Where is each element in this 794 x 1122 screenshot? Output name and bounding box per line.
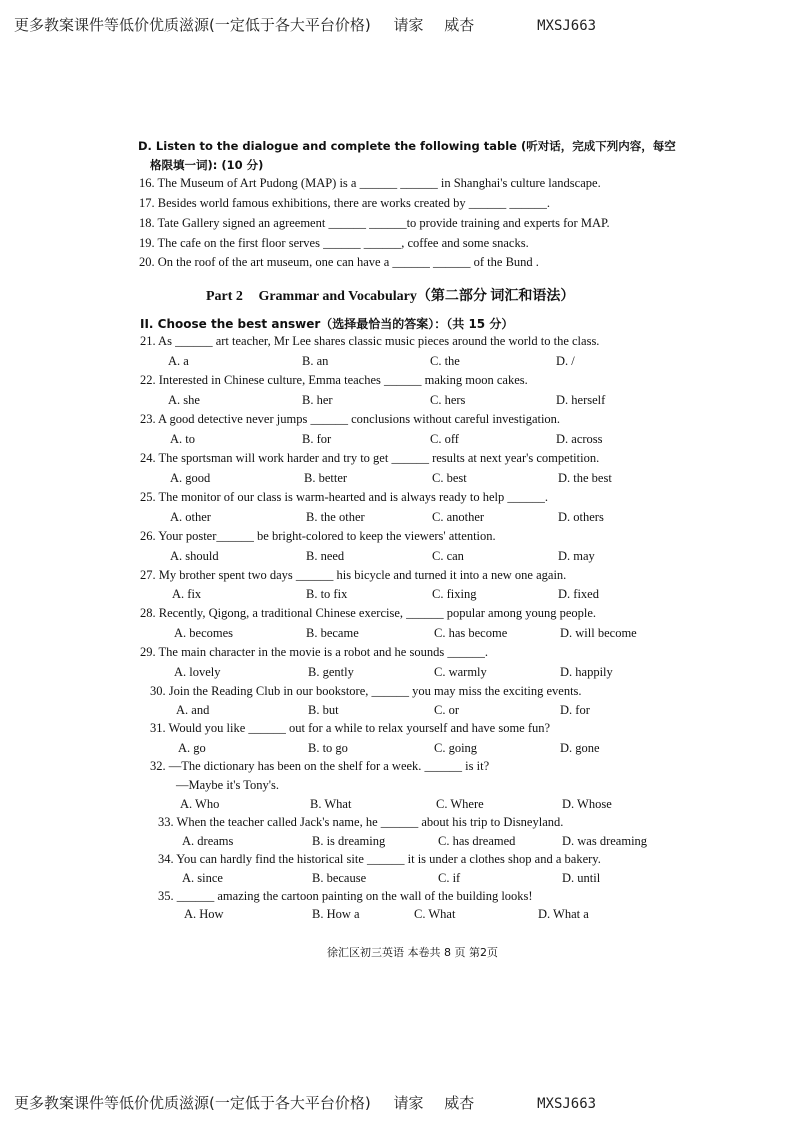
option: B. but	[308, 703, 339, 717]
option: C. warmly	[434, 665, 487, 679]
question-stem-32-reply: —Maybe it's Tony's.	[176, 778, 280, 792]
option: B. the other	[306, 510, 365, 524]
section-d-title-cont: 格限填一词): (10 分)	[150, 158, 264, 172]
question-stem-22: 22. Interested in Chinese culture, Emma teaches ______ making moon cakes.	[140, 373, 528, 387]
option: A. other	[170, 510, 211, 524]
option: B. to go	[308, 741, 348, 755]
promo-invite: 请家	[393, 16, 424, 34]
listening-item-19: 19. The cafe on the first floor serves ______ ______, coffee and some snacks.	[139, 236, 529, 250]
option: B. her	[302, 393, 333, 407]
promo-banner-top	[14, 14, 784, 35]
option: C. or	[434, 703, 459, 717]
option: D. may	[558, 549, 595, 563]
option: C. What	[414, 907, 456, 921]
option: B. to fix	[306, 587, 348, 601]
option: B. gently	[308, 665, 354, 679]
option: D. across	[556, 432, 603, 446]
option: D. happily	[560, 665, 613, 679]
option: A. to	[170, 432, 195, 446]
option: B. What	[310, 797, 352, 811]
question-stem-25: 25. The monitor of our class is warm-hearted and is always ready to help ______.	[140, 490, 549, 504]
option: B. need	[306, 549, 345, 563]
question-stem-30: 30. Join the Reading Club in our bookstore, ______ you may miss the exciting events.	[150, 684, 582, 698]
promo-text: 更多教案课件等低价优质滋源(一定低于各大平台价格)	[14, 1094, 371, 1112]
question-stem-24: 24. The sportsman will work harder and try to get ______ results at next year's competition.	[140, 451, 600, 465]
promo-invite: 请家	[393, 1094, 424, 1112]
option: A. good	[170, 471, 211, 485]
question-stem-21: 21. As ______ art teacher, Mr Lee shares classic music pieces around the world to the class.	[140, 334, 600, 348]
option: C. fixing	[432, 587, 477, 601]
option: C. can	[432, 549, 464, 563]
question-stem-23: 23. A good detective never jumps ______ conclusions without careful investigation.	[140, 412, 561, 426]
option: C. has become	[434, 626, 508, 640]
promo-code: MXSJ663	[537, 1096, 597, 1112]
option: D. fixed	[558, 587, 599, 601]
promo-code: MXSJ663	[537, 18, 597, 34]
listening-item-17: 17. Besides world famous exhibitions, there are works created by ______ ______.	[139, 196, 551, 210]
part-title: Grammar and Vocabulary（第二部分 词汇和语法）	[258, 289, 575, 304]
listening-item-16: 16. The Museum of Art Pudong (MAP) is a ______ ______ in Shanghai's culture landscape.	[139, 176, 601, 190]
option: D. will become	[560, 626, 637, 640]
question-stem-33: 33. When the teacher called Jack's name, he ______ about his trip to Disneyland.	[158, 815, 564, 829]
option: C. if	[438, 871, 461, 885]
option: A. dreams	[182, 834, 234, 848]
question-stem-26: 26. Your poster______ be bright-colored to keep the viewers' attention.	[140, 529, 496, 543]
section-d-title: D. Listen to the dialogue and complete the following table (听对话，完成下列内容，每空	[138, 139, 676, 153]
option: C. best	[432, 471, 467, 485]
option: D. for	[560, 703, 590, 717]
question-stem-29: 29. The main character in the movie is a robot and he sounds ______.	[140, 645, 488, 659]
question-stem-35: 35. ______ amazing the cartoon painting on the wall of the building looks!	[158, 889, 533, 903]
option: C. hers	[430, 393, 466, 407]
option: A. becomes	[174, 626, 234, 640]
option: D. herself	[556, 393, 606, 407]
option: D. was dreaming	[562, 834, 648, 848]
option: C. Where	[436, 797, 484, 811]
option: C. another	[432, 510, 485, 524]
option: C. going	[434, 741, 478, 755]
listening-item-18: 18. Tate Gallery signed an agreement ______ ______to provide training and experts for MAP.	[139, 216, 610, 230]
option: D. /	[556, 354, 575, 368]
option: B. better	[304, 471, 348, 485]
option: D. the best	[558, 471, 612, 485]
question-stem-28: 28. Recently, Qigong, a traditional Chinese exercise, ______ popular among young people.	[140, 606, 597, 620]
option: A. lovely	[174, 665, 221, 679]
option: B. became	[306, 626, 359, 640]
option: C. has dreamed	[438, 834, 516, 848]
promo-name: 威杏	[444, 1094, 475, 1112]
promo-banner-bottom	[14, 1092, 784, 1113]
promo-name: 威杏	[444, 16, 475, 34]
listening-item-20: 20. On the roof of the art museum, one can have a ______ ______ of the Bund .	[139, 255, 539, 269]
option: A. and	[176, 703, 210, 717]
option: B. because	[312, 871, 367, 885]
option: A. should	[170, 549, 219, 563]
section-ii-title: II. Choose the best answer（选择最恰当的答案）：（共 15 分）	[140, 317, 514, 331]
option: D. What a	[538, 907, 589, 921]
option: C. off	[430, 432, 459, 446]
option: C. the	[430, 354, 460, 368]
option: A. How	[184, 907, 224, 921]
option: B. is dreaming	[312, 834, 386, 848]
option: D. until	[562, 871, 601, 885]
option: B. How a	[312, 907, 360, 921]
question-stem-32: 32. —The dictionary has been on the shelf for a week. ______ is it?	[150, 759, 490, 773]
option: A. since	[182, 871, 223, 885]
promo-text: 更多教案课件等低价优质滋源(一定低于各大平台价格)	[14, 16, 371, 34]
option: A. she	[168, 393, 200, 407]
option: D. others	[558, 510, 604, 524]
question-stem-34: 34. You can hardly find the historical site ______ it is under a clothes shop and a bakery.	[158, 852, 601, 866]
option: D. Whose	[562, 797, 612, 811]
option: B. for	[302, 432, 332, 446]
part-number: Part 2	[206, 289, 243, 304]
option: B. an	[302, 354, 329, 368]
option: A. Who	[180, 797, 220, 811]
question-stem-31: 31. Would you like ______ out for a while to relax yourself and have some fun?	[150, 721, 551, 735]
option: A. fix	[172, 587, 202, 601]
option: A. go	[178, 741, 206, 755]
page-footer: 徐汇区初三英语 本卷共 8 页 第2页	[327, 946, 498, 959]
option: A. a	[168, 354, 189, 368]
part-heading	[206, 285, 574, 305]
question-stem-27: 27. My brother spent two days ______ his bicycle and turned it into a new one again.	[140, 568, 567, 582]
option: D. gone	[560, 741, 600, 755]
